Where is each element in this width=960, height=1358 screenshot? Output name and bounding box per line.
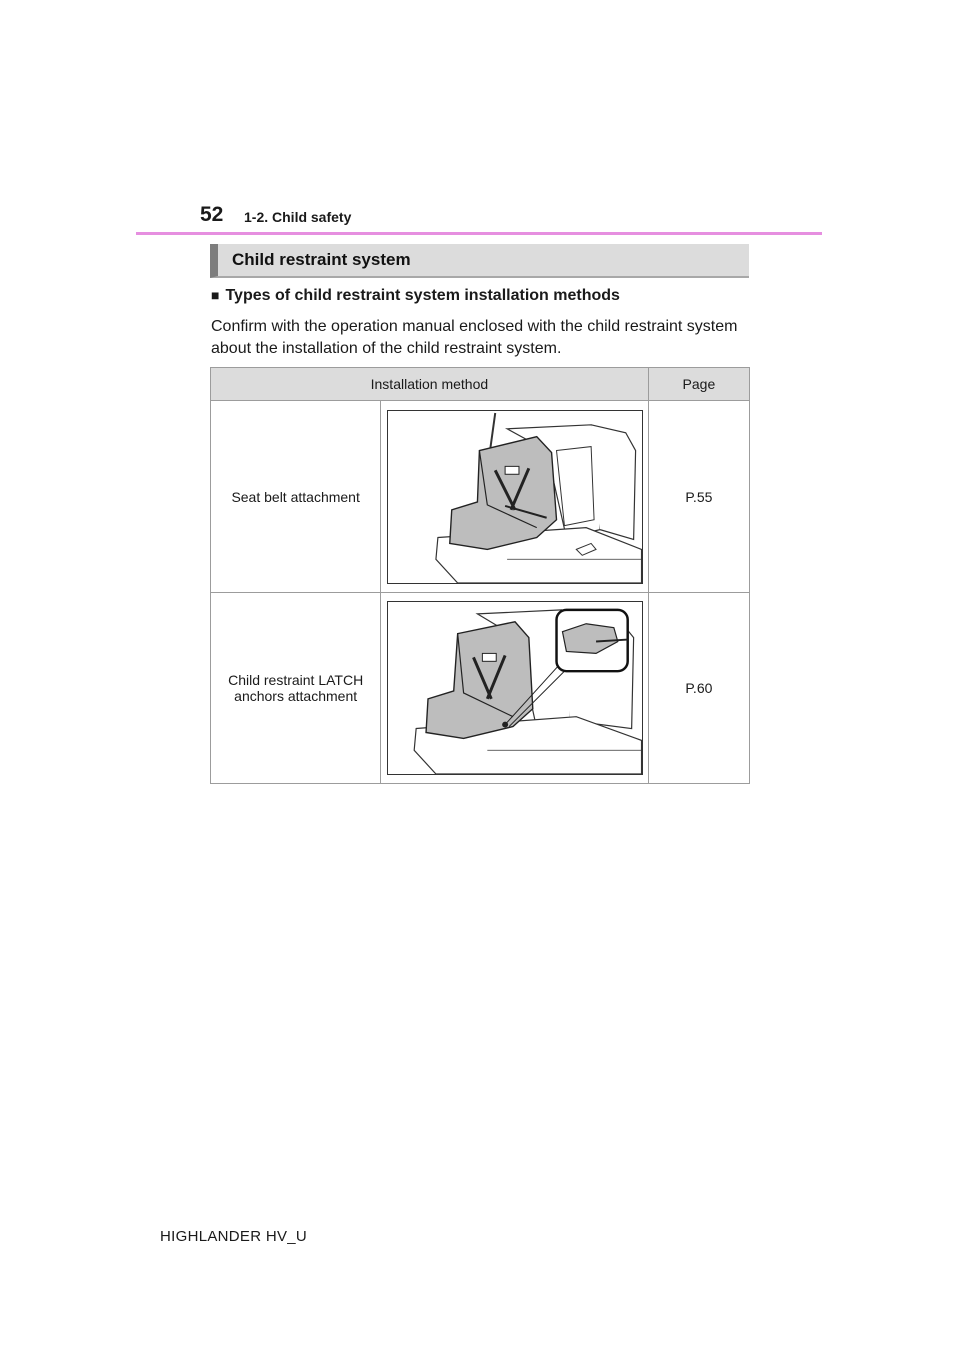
header-divider [136,232,822,235]
page-reference-cell: P.60 [648,593,749,784]
body-paragraph: Confirm with the operation manual enclosed with the child restraint system about the installation of the child restraint system. [211,318,738,357]
table-row [211,593,750,784]
section-title-bar [210,244,749,278]
latch-anchors-installation-illustration [387,601,643,775]
installation-methods-table [210,367,750,784]
page-reference-cell: P.55 [648,401,749,593]
table-header-row [211,368,750,401]
table-row [211,401,750,593]
subheading [211,287,620,305]
seat-belt-installation-illustration [387,410,643,584]
square-bullet-icon: ■ [211,287,220,303]
page-number: 52 [200,203,224,226]
method-cell: Seat belt attachment [211,401,381,593]
method-cell: Child restraint LATCH anchors attachment [211,593,381,784]
footer-model-label: HIGHLANDER HV_U [160,1228,308,1245]
column-header-method: Installation method [211,368,649,401]
section-label: 1-2. Child safety [244,209,352,225]
illustration-cell [381,593,649,784]
subheading-text: Types of child restraint system installation methods [225,287,620,304]
section-title: Child restraint system [232,250,411,269]
illustration-cell [381,401,649,593]
column-header-page: Page [648,368,749,401]
